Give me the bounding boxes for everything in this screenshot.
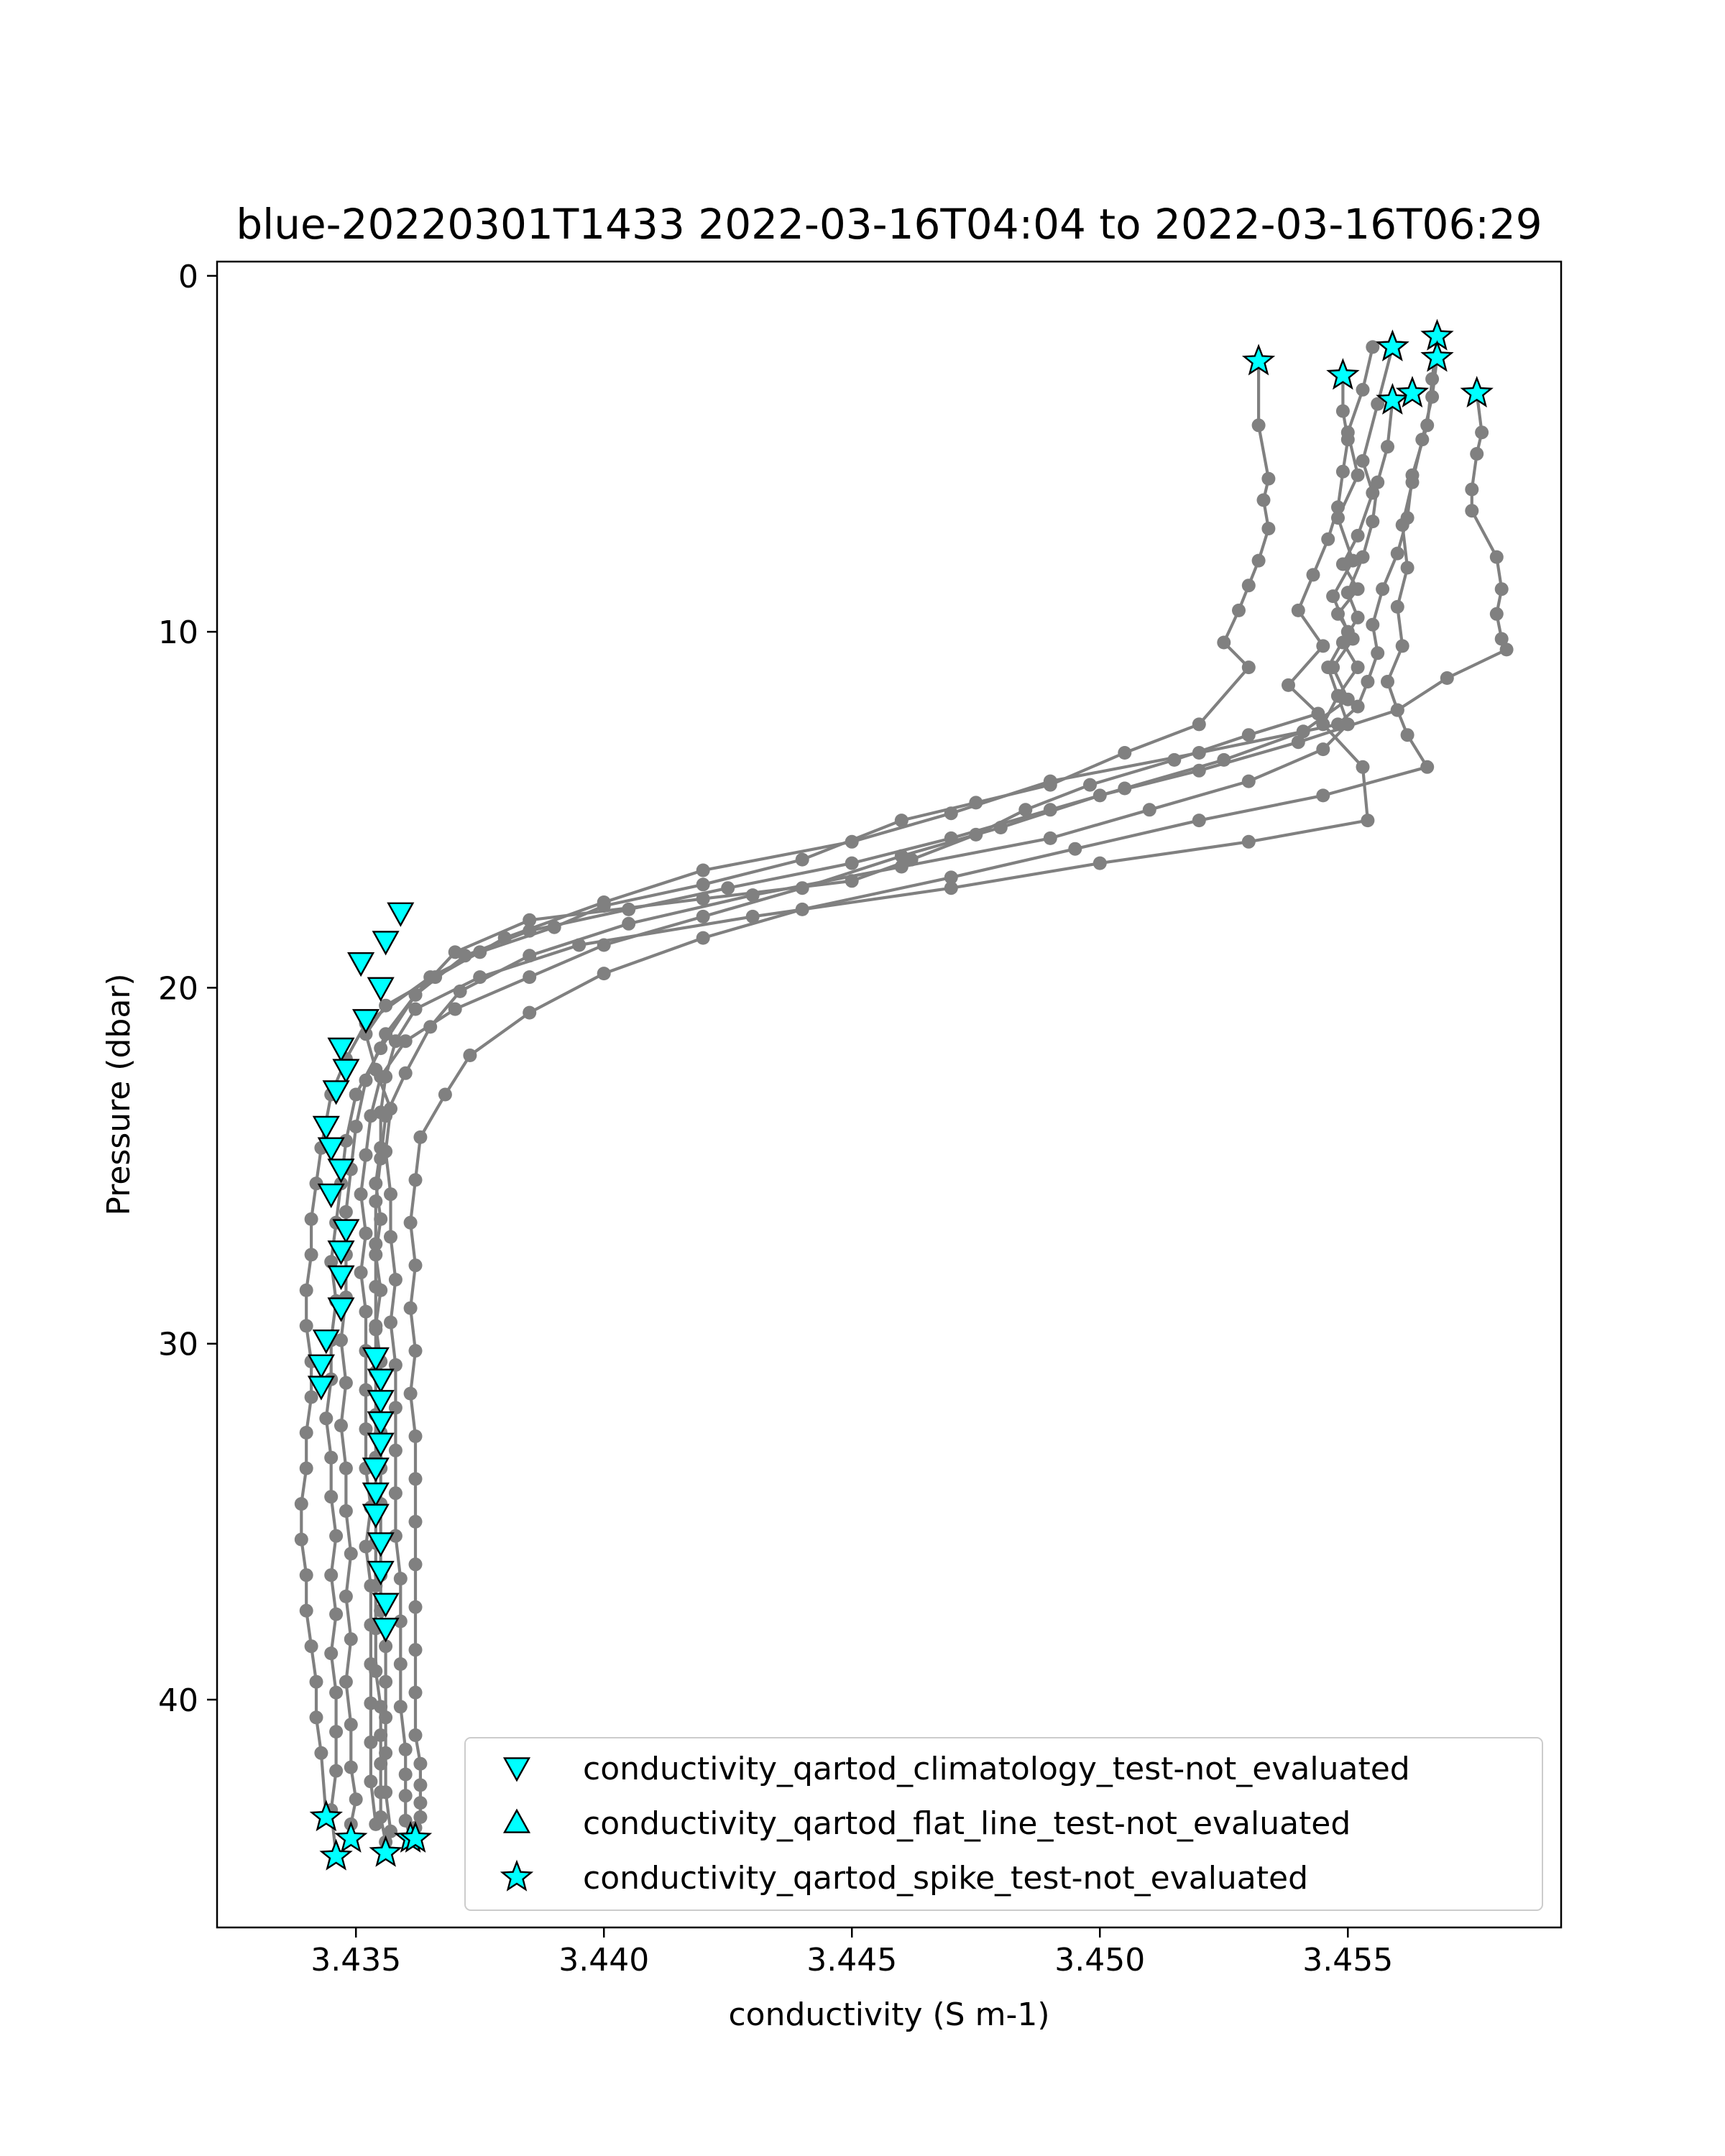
y-tick-label: 20	[158, 970, 198, 1008]
data-point	[409, 1344, 423, 1358]
data-point	[1242, 660, 1256, 674]
data-point	[324, 1451, 338, 1465]
data-point	[796, 881, 809, 895]
data-point	[1351, 469, 1365, 482]
data-point	[339, 1205, 353, 1219]
data-point	[845, 835, 859, 849]
legend	[465, 1738, 1542, 1910]
data-point	[369, 1176, 382, 1190]
data-point	[354, 1187, 368, 1201]
data-point	[1143, 803, 1156, 816]
data-point	[413, 1130, 427, 1144]
data-point	[409, 1686, 423, 1700]
data-point	[1252, 554, 1266, 568]
x-tick-label: 3.445	[806, 1942, 898, 1978]
data-point	[1401, 728, 1414, 742]
data-point	[404, 1302, 418, 1315]
data-point	[1307, 568, 1320, 581]
x-axis	[310, 1927, 1393, 1978]
data-point	[1495, 582, 1509, 596]
data-point	[359, 1305, 373, 1319]
data-point	[409, 1600, 423, 1614]
data-point	[1326, 589, 1340, 603]
data-point	[364, 1657, 377, 1671]
data-point	[1282, 678, 1295, 692]
data-point	[1391, 547, 1404, 561]
legend-label: conductivity_qartod_spike_test-not_evaluated	[583, 1860, 1309, 1897]
data-point	[1401, 561, 1414, 575]
data-point	[409, 1429, 423, 1443]
data-point	[404, 1387, 418, 1401]
data-point	[1440, 671, 1454, 685]
data-point	[1475, 425, 1489, 439]
data-point	[1366, 515, 1379, 528]
data-point	[399, 1768, 413, 1782]
data-point	[374, 1105, 387, 1119]
data-point	[329, 1529, 343, 1543]
data-point	[1470, 447, 1484, 461]
flag-star	[312, 321, 1491, 1869]
data-point	[409, 1643, 423, 1657]
data-point	[473, 970, 487, 984]
data-point	[1093, 857, 1107, 870]
data-point	[324, 1568, 338, 1582]
data-point	[394, 1700, 408, 1713]
data-point	[379, 1675, 392, 1689]
data-point	[389, 1444, 402, 1457]
data-point	[389, 1034, 402, 1048]
flag-marker	[329, 1299, 354, 1321]
data-point	[379, 1070, 392, 1084]
data-point	[379, 1746, 392, 1760]
data-point	[324, 1490, 338, 1503]
qartod-flags	[309, 321, 1491, 1869]
data-point	[305, 1212, 318, 1226]
data-point	[1361, 814, 1374, 827]
y-axis	[158, 259, 217, 1719]
data-point	[364, 1697, 377, 1710]
data-point	[1341, 625, 1355, 639]
data-point	[1351, 611, 1365, 625]
data-point	[463, 1049, 477, 1062]
data-point	[1242, 579, 1256, 592]
flag-marker	[334, 1220, 358, 1243]
flag-marker	[336, 1823, 365, 1851]
data-point	[369, 1818, 382, 1831]
data-point	[1356, 383, 1370, 397]
data-point	[1396, 518, 1409, 532]
data-point	[696, 910, 710, 923]
data-point	[1316, 717, 1330, 731]
data-point	[409, 1557, 423, 1571]
y-tick-label: 40	[158, 1682, 198, 1720]
flag-marker	[349, 953, 373, 975]
data-point	[344, 1761, 358, 1774]
data-point	[364, 1579, 377, 1593]
data-point	[1351, 660, 1365, 674]
data-point	[409, 1728, 423, 1742]
cast-line	[341, 347, 1393, 1838]
data-point	[374, 1212, 387, 1226]
cast-7	[404, 351, 1444, 1846]
data-point	[364, 1736, 377, 1749]
data-point	[305, 1639, 318, 1653]
flag-marker	[364, 1505, 388, 1527]
data-point	[310, 1710, 323, 1724]
data-point	[895, 849, 908, 863]
data-point	[324, 1646, 338, 1660]
data-point	[359, 1148, 373, 1162]
data-point	[1341, 586, 1355, 599]
cast-line	[326, 376, 1348, 1856]
data-point	[310, 1675, 323, 1689]
data-point	[1242, 728, 1256, 742]
data-point	[374, 1284, 387, 1297]
data-point	[300, 1604, 313, 1618]
data-point	[448, 1003, 462, 1016]
legend-label: conductivity_qartod_flat_line_test-not_evaluated	[583, 1805, 1351, 1842]
flag-marker	[388, 903, 413, 926]
data-point	[314, 1746, 328, 1760]
data-point	[339, 1590, 353, 1603]
data-point	[384, 1316, 397, 1330]
data-point	[295, 1497, 308, 1511]
data-point	[1371, 646, 1384, 660]
data-point	[994, 821, 1008, 834]
data-point	[1068, 842, 1082, 856]
data-point	[1406, 476, 1420, 489]
data-point	[300, 1284, 313, 1297]
data-point	[1083, 778, 1097, 792]
data-point	[696, 931, 710, 945]
data-point	[622, 903, 635, 916]
data-point	[404, 1216, 418, 1230]
data-point	[1316, 639, 1330, 653]
data-point	[523, 1006, 536, 1020]
data-point	[1336, 465, 1350, 479]
plot-frame	[217, 262, 1561, 1927]
data-point	[498, 931, 512, 945]
data-point	[1242, 835, 1256, 849]
data-point	[339, 1504, 353, 1518]
data-point	[364, 1774, 377, 1788]
data-point	[300, 1426, 313, 1439]
data-point	[1396, 639, 1409, 653]
data-point	[1252, 418, 1266, 432]
data-point	[696, 864, 710, 877]
data-point	[339, 1376, 353, 1390]
y-axis-label: Pressure (dbar)	[101, 973, 137, 1216]
data-point	[1261, 522, 1275, 535]
data-point	[1341, 425, 1355, 439]
data-point	[1321, 533, 1335, 546]
data-point	[438, 1088, 452, 1102]
data-point	[597, 895, 611, 909]
cast-3	[334, 340, 1399, 1845]
cast-2	[319, 369, 1355, 1863]
cast-line	[410, 358, 1437, 1839]
data-point	[746, 910, 760, 923]
data-point	[597, 967, 611, 980]
data-point	[329, 1608, 343, 1621]
data-point	[1316, 742, 1330, 756]
data-point	[409, 1515, 423, 1529]
data-point	[1420, 760, 1434, 774]
data-point	[1257, 493, 1271, 507]
data-point	[379, 1710, 392, 1724]
data-point	[300, 1568, 313, 1582]
data-point	[359, 1540, 373, 1554]
data-point	[1044, 775, 1057, 788]
data-point	[359, 1074, 373, 1087]
flag-marker	[369, 978, 393, 1000]
data-point	[1192, 764, 1206, 778]
flag-marker	[1398, 378, 1427, 405]
cast-line	[376, 400, 1393, 1853]
data-point	[409, 1258, 423, 1272]
data-point	[1321, 660, 1335, 674]
data-point	[1356, 454, 1370, 468]
profile-casts	[295, 330, 1514, 1864]
data-point	[384, 1187, 397, 1201]
data-point	[339, 1675, 353, 1689]
data-point	[523, 970, 536, 984]
data-point	[394, 1657, 408, 1671]
data-point	[1391, 704, 1404, 717]
data-point	[1261, 472, 1275, 486]
y-tick-label: 0	[178, 258, 198, 295]
data-point	[1361, 675, 1374, 688]
data-point	[1217, 636, 1230, 650]
data-point	[409, 1472, 423, 1485]
data-point	[305, 1248, 318, 1261]
data-point	[1371, 476, 1384, 489]
data-point	[344, 1632, 358, 1646]
data-point	[329, 1764, 343, 1778]
data-point	[300, 1319, 313, 1332]
x-tick-label: 3.435	[310, 1942, 402, 1978]
data-point	[389, 1273, 402, 1286]
data-point	[845, 857, 859, 870]
data-point	[1500, 642, 1514, 656]
data-point	[305, 1391, 318, 1404]
data-point	[349, 1120, 363, 1133]
data-point	[1351, 529, 1365, 543]
data-point	[1292, 604, 1305, 617]
data-point	[944, 881, 958, 895]
data-point	[413, 1796, 427, 1810]
data-point	[1331, 689, 1345, 703]
data-point	[354, 1266, 368, 1279]
y-tick-label: 10	[158, 614, 198, 652]
data-point	[379, 1785, 392, 1799]
data-point	[329, 1686, 343, 1700]
data-point	[1465, 504, 1478, 517]
flag-marker	[374, 931, 398, 954]
data-point	[1490, 607, 1504, 621]
legend-label: conductivity_qartod_climatology_test-not_evaluated	[583, 1751, 1410, 1787]
flag-marker	[372, 1838, 400, 1865]
data-point	[394, 1572, 408, 1585]
data-point	[300, 1462, 313, 1475]
data-point	[1044, 831, 1057, 845]
x-tick-label: 3.440	[558, 1942, 650, 1978]
data-point	[399, 1789, 413, 1802]
data-point	[384, 1230, 397, 1244]
data-point	[399, 1743, 413, 1756]
data-point	[1242, 775, 1256, 788]
data-point	[369, 1319, 382, 1332]
data-point	[622, 917, 635, 931]
data-point	[349, 1792, 363, 1806]
data-point	[1391, 600, 1404, 614]
data-point	[319, 1411, 333, 1425]
cast-6	[354, 387, 1514, 1831]
data-point	[1381, 440, 1394, 453]
x-axis-label: conductivity (S m-1)	[728, 1996, 1050, 2033]
data-point	[329, 1725, 343, 1738]
data-point	[721, 881, 735, 895]
data-point	[369, 1248, 382, 1261]
data-point	[944, 806, 958, 820]
chart-title: blue-20220301T1433 2022-03-16T04:04 to 2022-03-16T06:29	[236, 200, 1542, 249]
data-point	[696, 877, 710, 891]
data-point	[1425, 372, 1439, 386]
data-point	[428, 970, 442, 984]
cast-line	[366, 336, 1438, 1838]
y-tick-label: 30	[158, 1326, 198, 1363]
data-point	[1292, 735, 1305, 749]
data-point	[413, 1778, 427, 1792]
data-point	[295, 1533, 308, 1547]
data-point	[344, 1718, 358, 1731]
cast-5	[359, 330, 1445, 1846]
data-point	[1425, 390, 1439, 404]
data-point	[359, 1227, 373, 1240]
data-point	[339, 1462, 353, 1475]
flag-marker	[314, 1117, 339, 1139]
data-point	[572, 939, 586, 952]
data-point	[1093, 788, 1107, 802]
data-point	[369, 1194, 382, 1208]
data-point	[374, 1141, 387, 1155]
data-point	[409, 1173, 423, 1187]
data-point	[1316, 788, 1330, 802]
data-point	[1331, 511, 1345, 525]
data-point	[1192, 717, 1206, 731]
data-point	[1381, 675, 1394, 688]
data-point	[1366, 618, 1379, 632]
data-point	[344, 1547, 358, 1560]
data-point	[334, 1419, 348, 1432]
data-point	[1232, 604, 1246, 617]
data-point	[1346, 554, 1360, 568]
cast-line	[376, 347, 1373, 1831]
data-point	[1415, 433, 1429, 446]
data-point	[1351, 700, 1365, 714]
data-point	[1118, 746, 1131, 760]
flag-marker	[1378, 332, 1407, 359]
data-point	[1336, 405, 1350, 418]
data-point	[1376, 582, 1389, 596]
x-tick-label: 3.450	[1054, 1942, 1146, 1978]
data-point	[399, 1067, 413, 1080]
data-point	[1192, 746, 1206, 760]
data-point	[1192, 814, 1206, 827]
x-tick-label: 3.455	[1302, 1942, 1394, 1978]
data-point	[1465, 483, 1478, 497]
cast-8	[369, 340, 1379, 1838]
data-point	[389, 1486, 402, 1500]
data-point	[409, 1003, 423, 1016]
data-point	[413, 1757, 427, 1771]
data-point	[1490, 550, 1504, 564]
data-point	[796, 853, 809, 867]
data-point	[1356, 760, 1370, 774]
